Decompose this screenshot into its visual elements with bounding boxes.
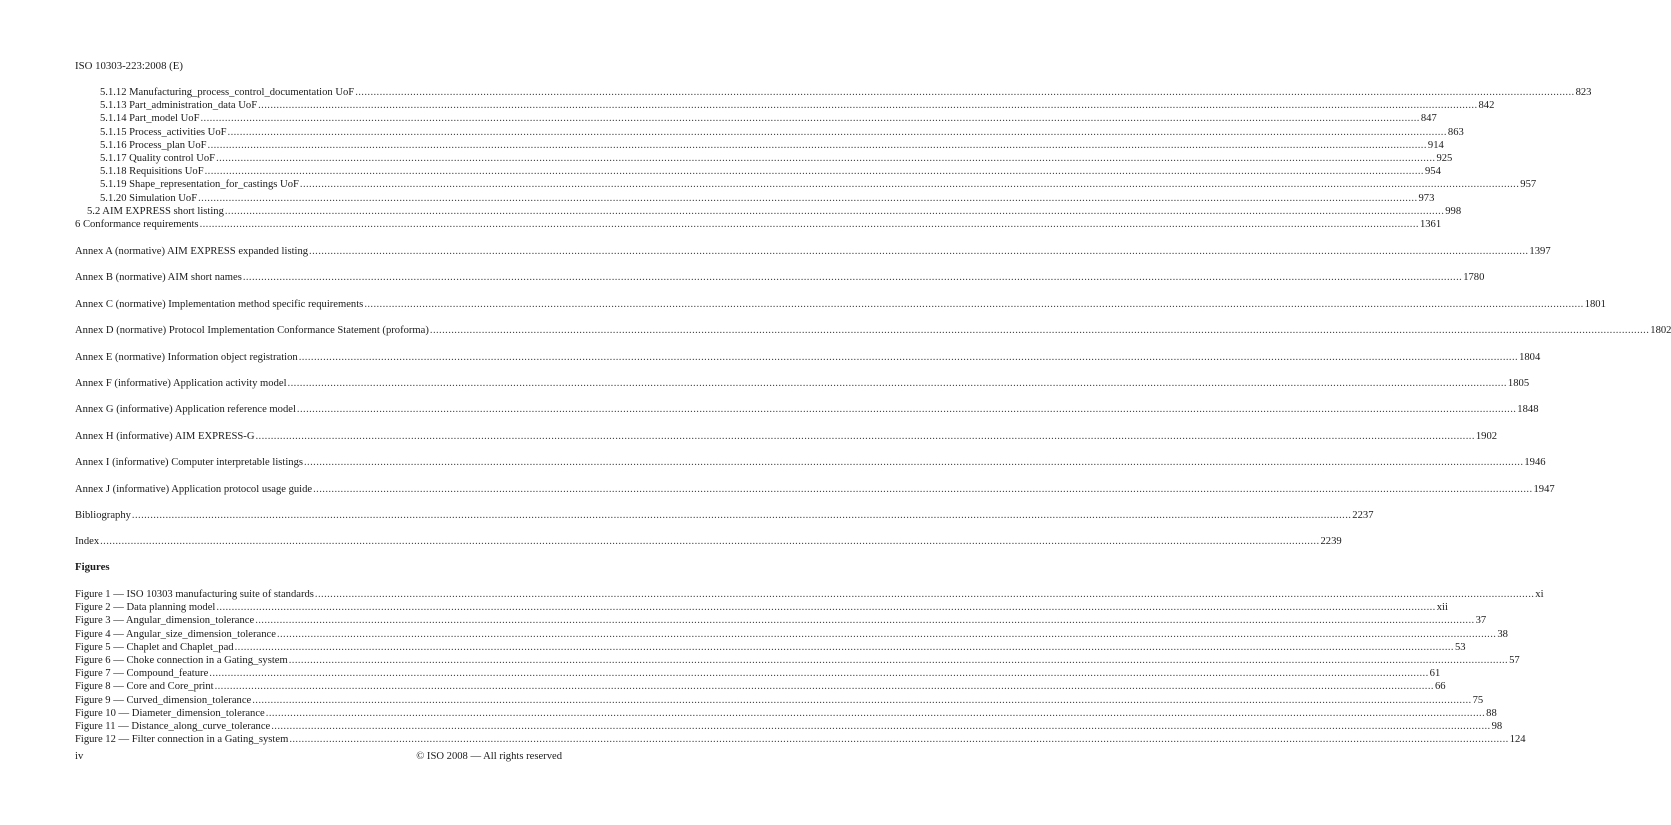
entry-title: Figure 4 — Angular_size_dimension_tolerance [75, 628, 276, 640]
entry-title: Annex B (normative) AIM short names [75, 272, 242, 284]
entry-title: Figure 5 — Chaplet and Chaplet_pad [75, 641, 234, 653]
entry-page-number: 957 [1520, 179, 1537, 191]
entry-page-number: 1946 [1524, 457, 1546, 469]
dot-leader: ................................................................................................................................................................................................................................................................................................................................................................................................................ [255, 430, 1475, 442]
figure-entry[interactable] [75, 654, 1520, 667]
toc-entry[interactable] [100, 165, 1441, 178]
entry-page-number: xii [1436, 602, 1448, 614]
entry-title: 5.1.14 Part_model UoF [100, 113, 200, 125]
toc-entry-annex[interactable] [75, 535, 1342, 548]
figure-entry[interactable] [75, 614, 1487, 627]
figure-entry[interactable] [75, 720, 1503, 733]
figure-entry[interactable] [75, 628, 1508, 641]
entry-title: Figure 6 — Choke connection in a Gating_system [75, 655, 288, 666]
entry-title: Figure 12 — Filter connection in a Gating_system [75, 734, 289, 746]
dot-leader: ................................................................................................................................................................................................................................................................................................................................................................................................................ [296, 404, 1517, 416]
entry-page-number: 88 [1486, 707, 1497, 719]
dot-leader: ................................................................................................................................................................................................................................................................................................................................................................................................................ [227, 126, 1447, 138]
entry-page-number: 998 [1445, 205, 1462, 217]
entry-page-number: 1848 [1517, 404, 1539, 416]
entry-title: 5.1.12 Manufacturing_process_control_documentation UoF [100, 87, 355, 98]
entry-page-number: 66 [1434, 681, 1446, 693]
toc-entry-annex[interactable] [75, 324, 1671, 337]
figure-entry[interactable] [75, 680, 1446, 693]
entry-title: 5.1.16 Process_plan UoF [100, 139, 207, 151]
dot-leader: ................................................................................................................................................................................................................................................................................................................................................................................................................ [252, 694, 1472, 706]
entry-page-number: 1361 [1419, 219, 1442, 230]
dot-leader: ................................................................................................................................................................................................................................................................................................................................................................................................................ [271, 721, 1491, 732]
entry-page-number: 2237 [1352, 510, 1374, 521]
toc-entry[interactable] [75, 218, 1442, 231]
dot-leader: ................................................................................................................................................................................................................................................................................................................................................................................................................ [304, 457, 1524, 469]
entry-title: 5.1.17 Quality control UoF [100, 153, 216, 164]
figure-entry[interactable] [75, 733, 1526, 746]
dot-leader: ................................................................................................................................................................................................................................................................................................................................................................................................................ [242, 272, 1463, 284]
dot-leader: ................................................................................................................................................................................................................................................................................................................................................................................................................ [131, 510, 1352, 521]
dot-leader: ................................................................................................................................................................................................................................................................................................................................................................................................................ [299, 179, 1520, 191]
entry-page-number: 1805 [1507, 378, 1530, 389]
toc-entry[interactable] [100, 178, 1537, 191]
dot-leader: ................................................................................................................................................................................................................................................................................................................................................................................................................ [216, 602, 1436, 614]
entry-title: 5.1.19 Shape_representation_for_castings UoF [100, 179, 299, 191]
entry-title: Annex E (normative) Information object registration [75, 351, 298, 363]
entry-title: Figure 11 — Distance_along_curve_tolerance [75, 721, 271, 732]
toc-entry-annex[interactable] [75, 271, 1485, 284]
entry-page-number: 38 [1497, 628, 1508, 640]
toc-entry-annex[interactable] [75, 509, 1374, 522]
figures-heading: Figures [75, 561, 110, 573]
entry-page-number: 823 [1575, 87, 1592, 98]
entry-page-number: 847 [1420, 113, 1437, 125]
entry-page-number: 75 [1472, 694, 1484, 706]
figure-entry[interactable] [75, 601, 1448, 614]
footer-copyright: © ISO 2008 — All rights reserved [416, 751, 562, 762]
entry-title: Figure 9 — Curved_dimension_tolerance [75, 694, 252, 706]
entry-title: Annex D (normative) Protocol Implementation Conformance Statement (proforma) [75, 325, 429, 337]
entry-title: Figure 7 — Compound_feature [75, 668, 209, 680]
toc-entry-annex[interactable] [75, 430, 1498, 443]
dot-leader: ................................................................................................................................................................................................................................................................................................................................................................................................................ [255, 615, 1475, 627]
entry-page-number: 1804 [1519, 351, 1541, 363]
entry-title: Annex H (informative) AIM EXPRESS-G [75, 430, 255, 442]
entry-page-number: 37 [1475, 615, 1487, 627]
entry-page-number: 1947 [1533, 483, 1555, 495]
entry-title: Annex A (normative) AIM EXPRESS expanded listing [75, 246, 309, 257]
entry-page-number: 863 [1447, 126, 1464, 138]
entry-page-number: 925 [1436, 153, 1453, 164]
entry-title: Figure 8 — Core and Core_print [75, 681, 214, 693]
dot-leader: ................................................................................................................................................................................................................................................................................................................................................................................................................ [199, 219, 1419, 230]
toc-entry-annex[interactable] [75, 483, 1555, 496]
dot-leader: ................................................................................................................................................................................................................................................................................................................................................................................................................ [224, 205, 1445, 217]
dot-leader: ................................................................................................................................................................................................................................................................................................................................................................................................................ [198, 192, 1418, 204]
dot-leader: ................................................................................................................................................................................................................................................................................................................................................................................................................ [429, 325, 1650, 337]
entry-page-number: 954 [1424, 166, 1441, 178]
entry-title: 5.1.15 Process_activities UoF [100, 126, 227, 138]
figure-entry[interactable] [75, 667, 1441, 680]
dot-leader: ................................................................................................................................................................................................................................................................................................................................................................................................................ [204, 166, 1424, 178]
figure-entry[interactable] [75, 588, 1544, 601]
toc-entry[interactable] [100, 126, 1464, 139]
toc-entry[interactable] [100, 192, 1435, 205]
entry-title: Figure 2 — Data planning model [75, 602, 216, 614]
toc-entry[interactable] [100, 152, 1453, 165]
dot-leader: ................................................................................................................................................................................................................................................................................................................................................................................................................ [355, 87, 1575, 98]
dot-leader: ................................................................................................................................................................................................................................................................................................................................................................................................................ [214, 681, 1434, 693]
toc-entry-annex[interactable] [75, 403, 1539, 416]
toc-entry-annex[interactable] [75, 351, 1541, 364]
entry-page-number: 842 [1478, 100, 1495, 112]
dot-leader: ................................................................................................................................................................................................................................................................................................................................................................................................................ [100, 536, 1320, 548]
entry-page-number: 53 [1454, 641, 1466, 653]
entry-title: Annex F (informative) Application activity model [75, 378, 287, 389]
toc-entry[interactable] [100, 139, 1444, 152]
entry-title: Annex G (informative) Application reference model [75, 404, 296, 416]
entry-page-number: 1902 [1475, 430, 1498, 442]
figure-entry[interactable] [75, 694, 1484, 707]
entry-title: Annex J (informative) Application protocol usage guide [75, 483, 313, 495]
dot-leader: ................................................................................................................................................................................................................................................................................................................................................................................................................ [309, 246, 1529, 257]
toc-entry[interactable] [100, 86, 1592, 99]
dot-leader: ................................................................................................................................................................................................................................................................................................................................................................................................................ [287, 378, 1507, 389]
entry-title: Index [75, 536, 100, 548]
entry-page-number: 1780 [1463, 272, 1485, 284]
entry-title: 5.1.18 Requisitions UoF [100, 166, 204, 178]
entry-title: 5.2 AIM EXPRESS short listing [87, 205, 224, 217]
toc-entry[interactable] [100, 112, 1437, 125]
dot-leader: ................................................................................................................................................................................................................................................................................................................................................................................................................ [207, 139, 1427, 151]
toc-entry-annex[interactable] [75, 456, 1546, 469]
dot-leader: ................................................................................................................................................................................................................................................................................................................................................................................................................ [234, 641, 1454, 653]
entry-title: 6 Conformance requirements [75, 219, 199, 230]
document-header: ISO 10303-223:2008 (E) [75, 60, 183, 72]
entry-title: Figure 1 — ISO 10303 manufacturing suite of standards [75, 589, 314, 600]
entry-page-number: 57 [1509, 655, 1520, 666]
dot-leader: ................................................................................................................................................................................................................................................................................................................................................................................................................ [209, 668, 1429, 680]
entry-title: 5.1.13 Part_administration_data UoF [100, 100, 258, 112]
dot-leader: ................................................................................................................................................................................................................................................................................................................................................................................................................ [313, 483, 1533, 495]
toc-entry[interactable] [87, 205, 1462, 218]
figure-entry[interactable] [75, 707, 1497, 720]
entry-title: 5.1.20 Simulation UoF [100, 192, 198, 204]
entry-page-number: 1802 [1650, 325, 1671, 337]
dot-leader: ................................................................................................................................................................................................................................................................................................................................................................................................................ [216, 153, 1436, 164]
entry-page-number: 973 [1418, 192, 1435, 204]
toc-entry[interactable] [100, 99, 1495, 112]
dot-leader: ................................................................................................................................................................................................................................................................................................................................................................................................................ [258, 100, 1478, 112]
toc-entry-annex[interactable] [75, 377, 1530, 390]
figure-entry[interactable] [75, 641, 1466, 654]
entry-title: Figure 3 — Angular_dimension_tolerance [75, 615, 255, 627]
dot-leader: ................................................................................................................................................................................................................................................................................................................................................................................................................ [276, 628, 1497, 640]
toc-entry-annex[interactable] [75, 245, 1551, 258]
entry-title: Figure 10 — Diameter_dimension_tolerance [75, 707, 265, 719]
entry-page-number: 1397 [1529, 246, 1551, 257]
entry-title: Bibliography [75, 510, 131, 521]
entry-page-number: 2239 [1320, 536, 1342, 548]
entry-page-number: xi [1535, 589, 1544, 600]
entry-page-number: 1801 [1584, 298, 1606, 310]
entry-page-number: 61 [1429, 668, 1441, 680]
dot-leader: ................................................................................................................................................................................................................................................................................................................................................................................................................ [265, 707, 1486, 719]
entry-title: Annex C (normative) Implementation method specific requirements [75, 298, 364, 310]
entry-page-number: 98 [1491, 721, 1503, 732]
dot-leader: ................................................................................................................................................................................................................................................................................................................................................................................................................ [364, 298, 1584, 310]
toc-entry-annex[interactable] [75, 298, 1606, 311]
dot-leader: ................................................................................................................................................................................................................................................................................................................................................................................................................ [288, 655, 1509, 666]
footer-page-number: iv [75, 751, 84, 762]
dot-leader: ................................................................................................................................................................................................................................................................................................................................................................................................................ [200, 113, 1420, 125]
entry-page-number: 124 [1509, 734, 1526, 746]
entry-page-number: 914 [1427, 139, 1444, 151]
dot-leader: ................................................................................................................................................................................................................................................................................................................................................................................................................ [289, 734, 1509, 746]
dot-leader: ................................................................................................................................................................................................................................................................................................................................................................................................................ [298, 351, 1519, 363]
dot-leader: ................................................................................................................................................................................................................................................................................................................................................................................................................ [314, 589, 1535, 600]
entry-title: Annex I (informative) Computer interpretable listings [75, 457, 303, 469]
